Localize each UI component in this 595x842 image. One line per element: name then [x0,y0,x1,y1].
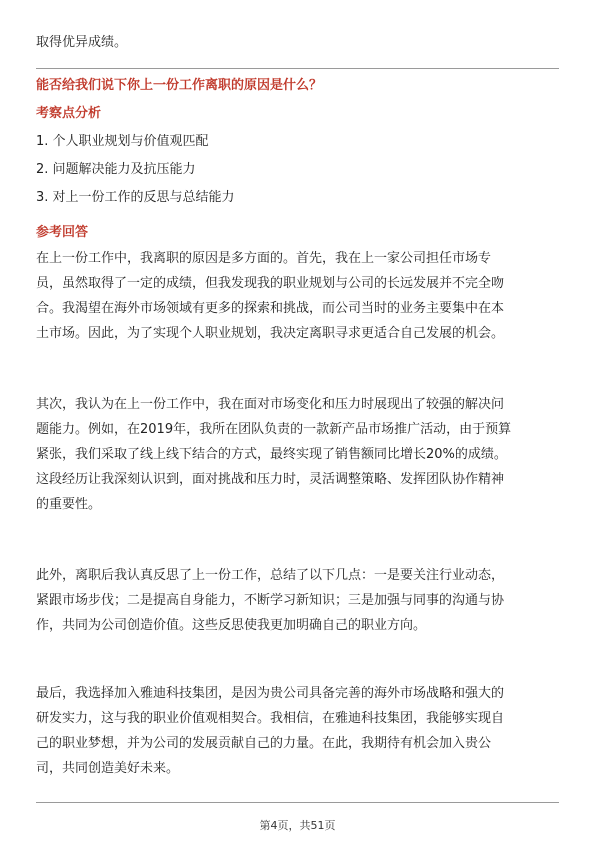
paragraph-line: 紧张，我们采取了线上线下结合的方式，最终实现了销售额同比增长20%的成绩。 [36,447,507,462]
paragraph-line: 研发实力，这与我的职业价值观相契合。我相信，在雅迪科技集团，我能够实现自 [36,711,505,726]
analysis-item-2: 2. 问题解决能力及抗压能力 [36,162,196,177]
paragraph-line: 己的职业梦想，并为公司的发展贡献自己的力量。在此，我期待有机会加入贵公 [36,736,492,751]
paragraph-line: 题能力。例如，在2019年，我所在团队负责的一款新产品市场推广活动，由于预算 [36,422,512,437]
answer-paragraph-3 [36,563,559,638]
divider-bottom [36,802,559,803]
paragraph-line: 作，共同为公司创造价值。这些反思使我更加明确自己的职业方向。 [36,618,427,633]
paragraph-line: 司，共同创造美好未来。 [36,761,180,776]
top-line-text: 取得优异成绩。 [36,35,128,50]
paragraph-line: 最后，我选择加入雅迪科技集团，是因为贵公司具备完善的海外市场战略和强大的 [36,686,505,701]
paragraph-line: 员，虽然取得了一定的成绩，但我发现我的职业规划与公司的长远发展并不完全吻 [36,276,505,291]
answer-paragraph-2 [36,392,559,517]
paragraph-line: 合。我渴望在海外市场领域有更多的探索和挑战，而公司当时的业务主要集中在本 [36,301,505,316]
analysis-item-1: 1. 个人职业规划与价值观匹配 [36,134,209,149]
paragraph-line: 的重要性。 [36,497,102,512]
paragraph-line: 土市场。因此，为了实现个人职业规划，我决定离职寻求更适合自己发展的机会。 [36,326,505,341]
analysis-item-3: 3. 对上一份工作的反思与总结能力 [36,190,235,205]
paragraph-line: 在上一份工作中，我离职的原因是多方面的。首先，我在上一家公司担任市场专 [36,251,492,266]
paragraph-line: 此外，离职后我认真反思了上一份工作，总结了以下几点：一是要关注行业动态， [36,568,505,583]
divider-top [36,68,559,69]
paragraph-line: 紧跟市场步伐；二是提高自身能力，不断学习新知识；三是加强与同事的沟通与协 [36,593,505,608]
page-number: 第4页，共51页 [259,819,336,832]
answer-heading: 参考回答 [36,225,89,240]
analysis-heading: 考察点分析 [36,106,102,121]
paragraph-line: 这段经历让我深刻认识到，面对挑战和压力时，灵活调整策略、发挥团队协作精神 [36,472,505,487]
answer-paragraph-1 [36,246,559,346]
paragraph-line: 其次，我认为在上一份工作中，我在面对市场变化和压力时展现出了较强的解决问 [36,397,505,412]
answer-paragraph-4 [36,681,559,781]
question-title: 能否给我们说下你上一份工作离职的原因是什么？ [36,78,323,93]
